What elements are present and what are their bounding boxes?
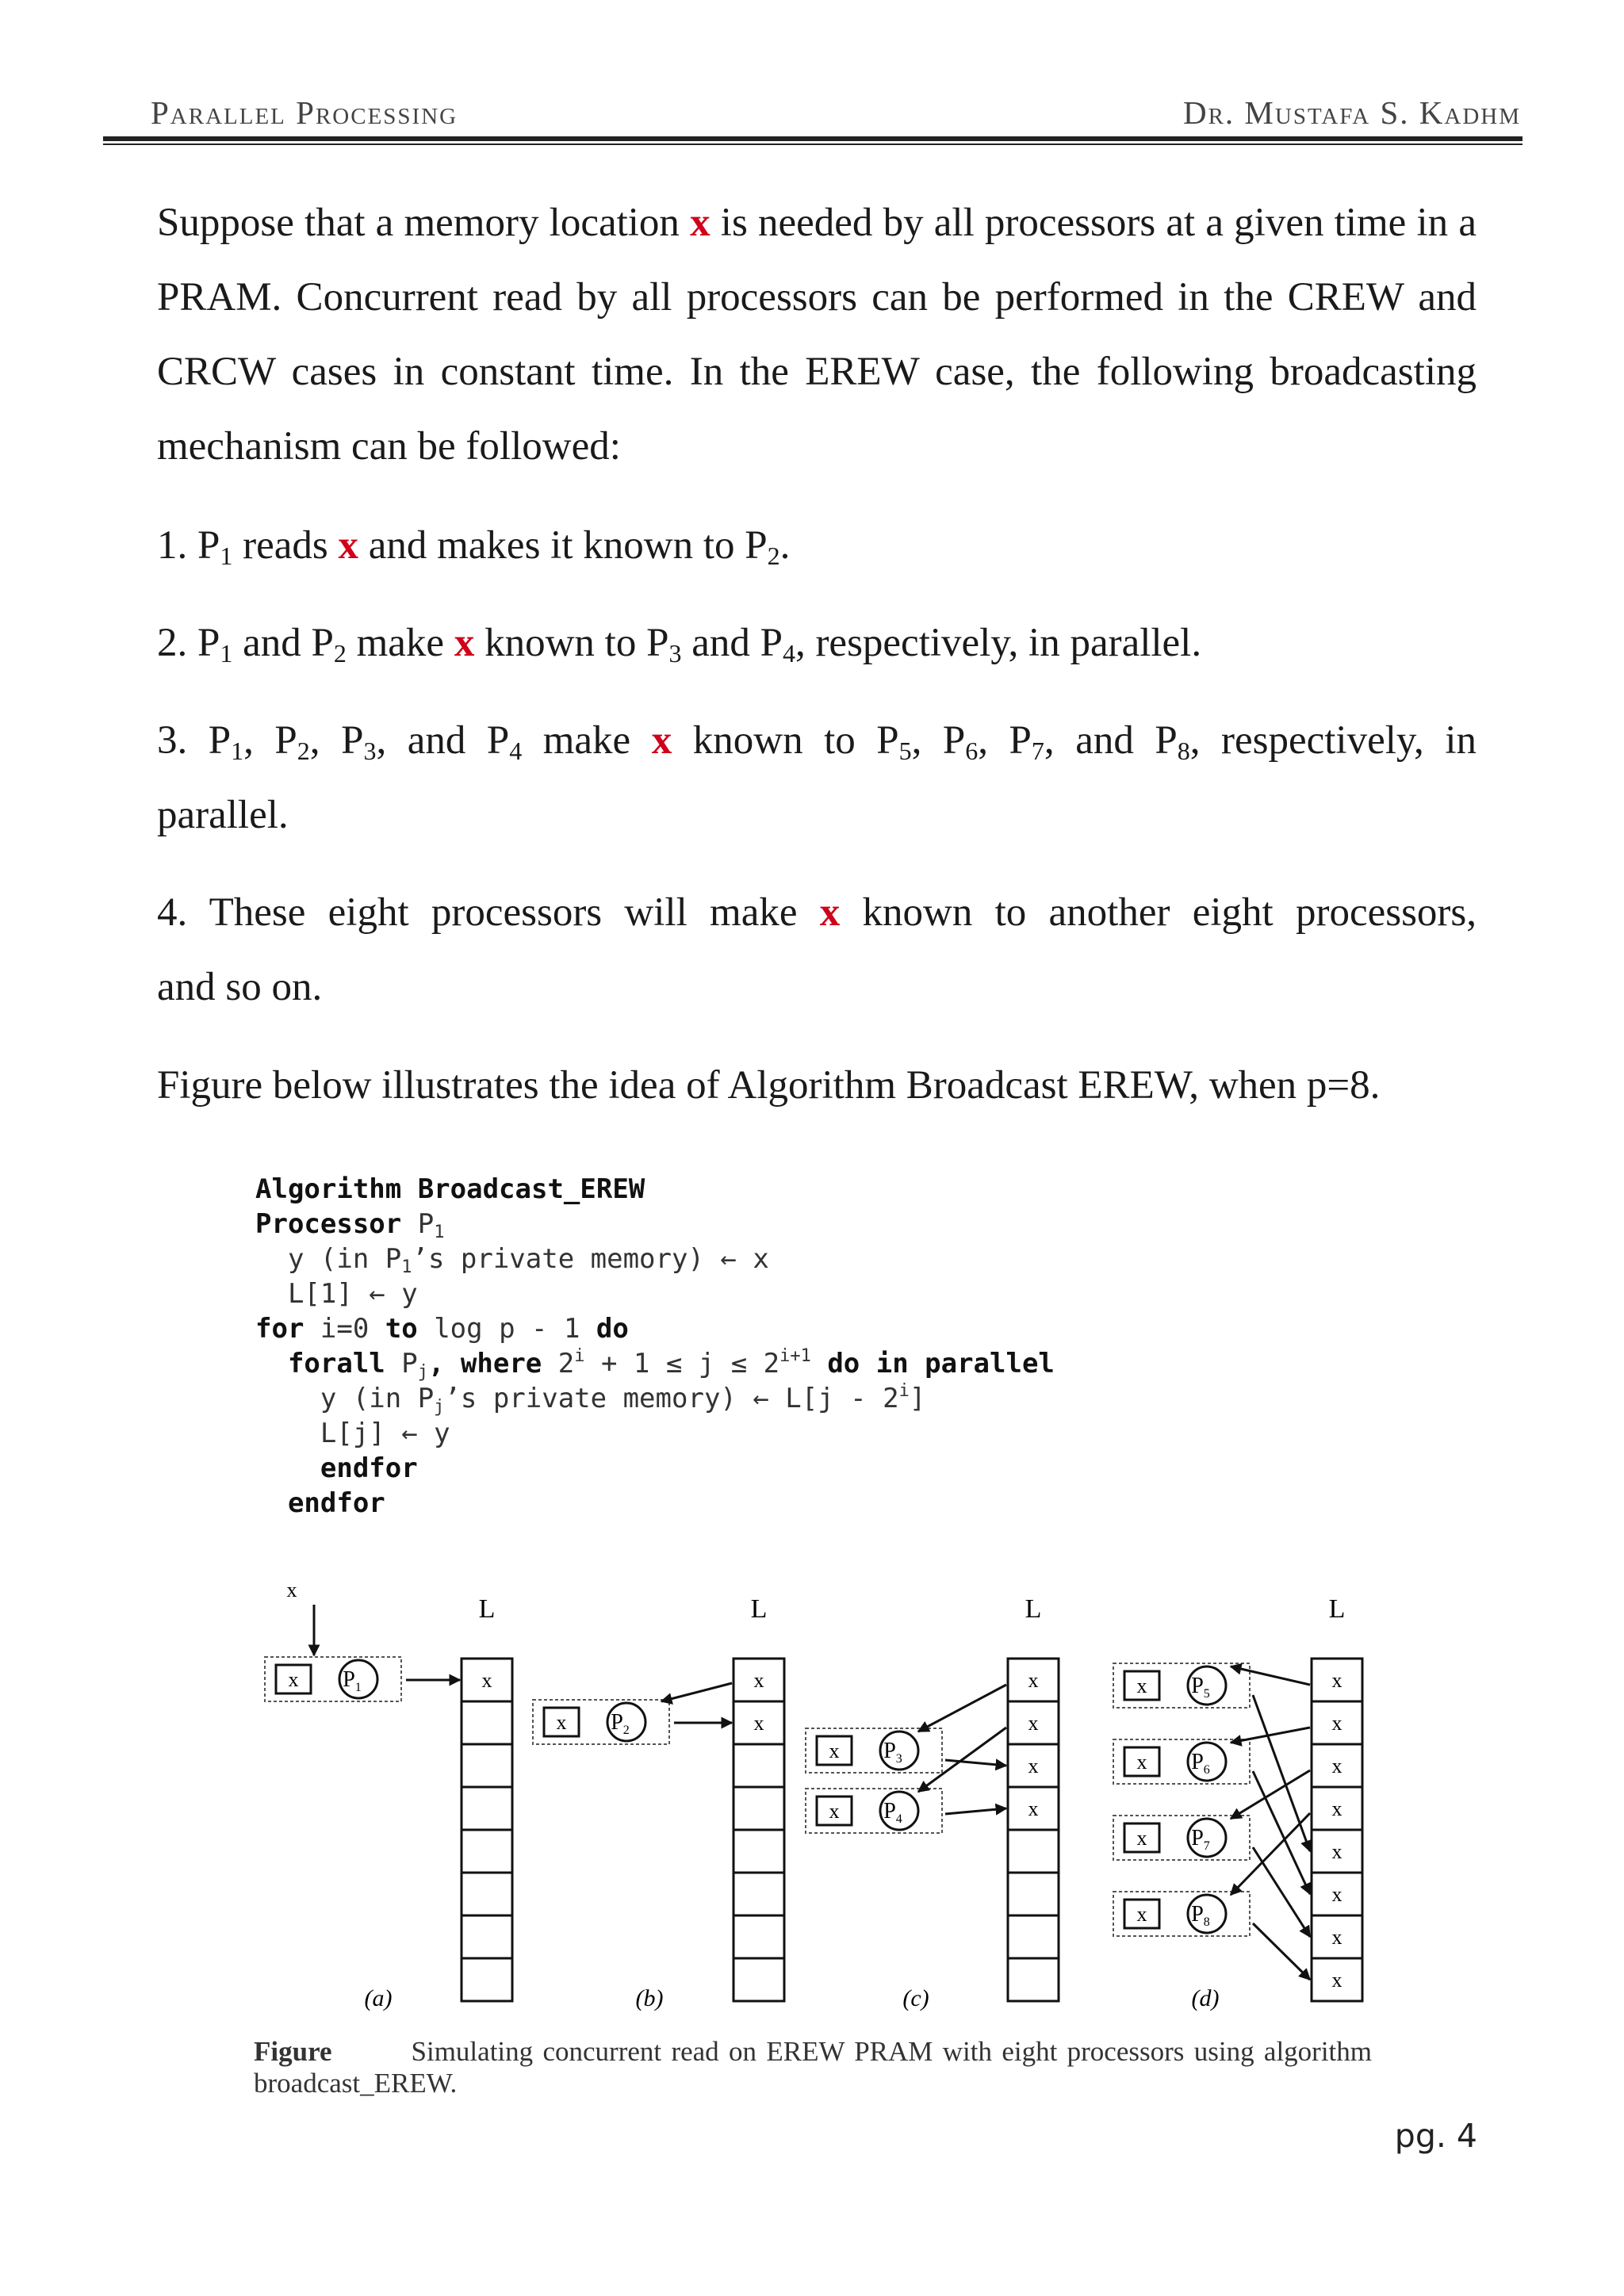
processor-label: $P_2$ (611, 1710, 630, 1737)
array-cell (733, 1915, 784, 1958)
array-label: L (1328, 1594, 1346, 1624)
processor-label: $P_8$ (1191, 1902, 1210, 1929)
figure-caption: Figure Simulating concurrent read on EREW PRAM with eight processors using algorithm broadcast_EREW. (254, 2036, 1372, 2099)
array-cell (1008, 1873, 1059, 1915)
diagram-svg (238, 1578, 1388, 2030)
array-cell (462, 1873, 512, 1915)
array-cell (462, 1958, 512, 2001)
intro-paragraph: Suppose that a memory location x is needed by all processors at a given time in a PRAM. Concurrent read by all processors can be performed in the CREW and CRCW cases in constant time. In the EREW case, the following broadcasting mechanism can be followed: (157, 201, 1477, 469)
cell-value: x (1028, 1755, 1039, 1777)
array-cell (462, 1830, 512, 1873)
highlight-x: x (690, 201, 710, 245)
step-2: 2. $P_1$ and $P_2$ make x known to $P_3$ and $P_4$, respectively, in parallel. (157, 621, 1202, 668)
array-label: L (478, 1594, 496, 1624)
highlight-x: x (651, 718, 672, 763)
processor-label: $P_5$ (1191, 1674, 1210, 1701)
input-x-label: x (286, 1578, 297, 1601)
cell-value: x (481, 1669, 492, 1692)
array-cell (462, 1787, 512, 1830)
array-label: L (1025, 1594, 1042, 1624)
processor-label: $P_4$ (883, 1799, 902, 1826)
algorithm-code (255, 1172, 1055, 1521)
step-4: 4. These eight processors will make x known to another eight processors, and so on. (157, 890, 1477, 1009)
cell-value: x (753, 1669, 764, 1692)
algo-line: L[j] ← y (255, 1418, 450, 1449)
algo-line: y (in $P_j’s$ private memory) ← L[j - 2$^i$] (255, 1381, 926, 1417)
highlight-x: x (819, 890, 841, 935)
cell-value: x (1331, 1969, 1342, 1992)
processor-label: $P_3$ (883, 1739, 902, 1766)
cell-value: x (1331, 1926, 1342, 1949)
algo-endfor: endfor (255, 1452, 418, 1484)
arrow (1253, 1923, 1310, 1980)
array-cell (462, 1744, 512, 1787)
highlight-x: x (454, 621, 475, 665)
processor-label: $P_7$ (1191, 1826, 1210, 1853)
arrow (661, 1683, 732, 1701)
cell-value: x (1331, 1840, 1342, 1863)
array-cell (1008, 1830, 1059, 1873)
algo-line: y (in $P_1’s$ private memory) ← x (255, 1243, 769, 1277)
array-cell (1008, 1958, 1059, 2001)
cell-value: x (1028, 1797, 1039, 1820)
panel-label: (a) (364, 1985, 393, 2011)
arrow (918, 1728, 1006, 1792)
panel-label: (c) (902, 1985, 929, 2011)
panel-label: (d) (1191, 1985, 1220, 2011)
algo-endfor: endfor (255, 1487, 385, 1519)
header-rule-thin (103, 144, 1522, 145)
array-cell (733, 1873, 784, 1915)
header-title: Parallel Processing (151, 94, 458, 131)
private-value: x (1136, 1903, 1147, 1926)
array-cell (733, 1958, 784, 2001)
header-rule (103, 136, 1522, 141)
private-value: x (1136, 1674, 1147, 1697)
arrow (1253, 1847, 1310, 1937)
cell-value: x (1028, 1669, 1039, 1692)
private-value: x (829, 1800, 840, 1823)
cell-value: x (1331, 1797, 1342, 1820)
array-cell (733, 1744, 784, 1787)
arrow (1231, 1813, 1310, 1895)
header-author: Dr. Mustafa S. Kadhm (1182, 94, 1521, 131)
array-cell (733, 1787, 784, 1830)
arrow (945, 1808, 1006, 1814)
private-value: x (1136, 1827, 1147, 1850)
private-value: x (288, 1668, 299, 1691)
array-label: L (750, 1594, 768, 1624)
algo-processor: Processor $P_1$ (255, 1208, 445, 1242)
arrow (1253, 1771, 1310, 1894)
array-cell (462, 1915, 512, 1958)
array-cell (733, 1830, 784, 1873)
page-number: pg. 4 (1394, 2117, 1477, 2155)
arrow (1231, 1667, 1310, 1685)
private-value: x (1136, 1751, 1147, 1774)
algo-forall: forall $P_j$, where $2^i + 1 \le j \le 2^{i+1}$ do in parallel (255, 1346, 1055, 1382)
private-value: x (829, 1739, 840, 1762)
cell-value: x (1331, 1669, 1342, 1692)
cell-value: x (1331, 1712, 1342, 1735)
arrow (918, 1685, 1006, 1732)
algo-title: Algorithm Broadcast_EREW (255, 1173, 645, 1205)
algo-line: L[1] ← y (255, 1278, 418, 1310)
private-value: x (556, 1711, 567, 1734)
algo-for: for i=0 to log p - 1 do (255, 1313, 629, 1345)
arrow (1253, 1695, 1310, 1851)
processor-label: $P_1$ (343, 1667, 362, 1694)
cell-value: x (1331, 1755, 1342, 1777)
cell-value: x (1331, 1883, 1342, 1906)
cell-value: x (753, 1712, 764, 1735)
cell-value: x (1028, 1712, 1039, 1735)
highlight-x: x (338, 523, 358, 568)
step-3: 3. $P_1$, $P_2$, $P_3$, and $P_4$ make x known to $P_5$, $P_6$, $P_7$, and $P_8$, respectively, in parallel. (157, 718, 1477, 837)
processor-label: $P_6$ (1191, 1750, 1210, 1777)
step-1: 1. $P_1$ reads x and makes it known to $P_2$. (157, 523, 791, 570)
array-cell (1008, 1915, 1059, 1958)
array-cell (462, 1701, 512, 1744)
broadcast-diagram (238, 1578, 1388, 2034)
figure-intro: Figure below illustrates the idea of Algorithm Broadcast EREW, when p=8. (157, 1063, 1381, 1108)
panel-label: (b) (635, 1985, 664, 2011)
